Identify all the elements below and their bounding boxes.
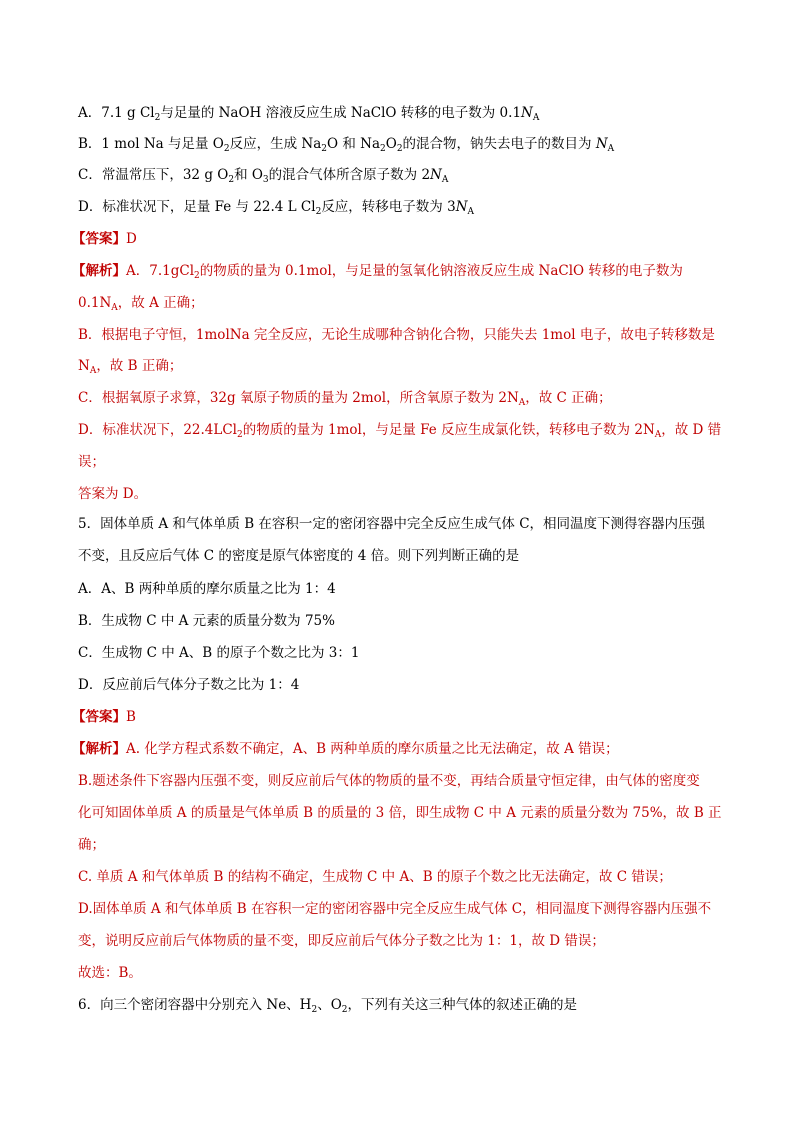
q4-analysis-line-3: B．根据电子守恒，1molNa 完全反应，无论生成哪种含钠化合物，只能失去 1mol 电子，故电子转移数是: [78, 327, 715, 343]
q5-analysis-line-5: C. 单质 A 和气体单质 B 的结构不确定，生成物 C 中 A、B 的原子个数之比无法确定，故 C 错误；: [78, 869, 672, 885]
q4-conclusion: 答案为 D。: [78, 486, 148, 502]
q5-analysis-line-7: 变，说明反应前后气体物质的量不变，即反应前后气体分子数之比为 1：1，故 D 错误；: [78, 933, 605, 949]
q4-option-b: B．1 mol Na 与足量 $O_2$反应，生成 $Na_2O$ 和 $Na_2O_2$的混合物，钠失去电子的数目为 $N_A$: [78, 136, 615, 154]
q5-option-a: A．A、B 两种单质的摩尔质量之比为 1：4: [78, 581, 336, 597]
q5-analysis-line-3: 化可知固体单质 A 的质量是气体单质 B 的质量的 3 倍，即生成物 C 中 A 元素的质量分数为 75%，故 B 正: [78, 805, 722, 821]
q5-option-b: B．生成物 C 中 A 元素的质量分数为 75%: [78, 613, 335, 629]
answer-tag: 【答案】: [72, 231, 126, 247]
q5-stem-line-1: 5．固体单质 A 和气体单质 B 在容积一定的密闭容器中完全反应生成气体 C，相同温度下测得容器内压强: [78, 516, 706, 532]
q5-analysis-line-6: D.固体单质 A 和气体单质 B 在容积一定的密闭容器中完全反应生成气体 C，相同温度下测得容器内压强不: [78, 901, 712, 917]
q5-analysis-line-1: 【解析】A. 化学方程式系数不确定，A、B 两种单质的摩尔质量之比无法确定，故 A 错误；: [72, 741, 619, 757]
q4-analysis-line-6: D．标准状况下，22.4LCl$_2$的物质的量为 1mol，与足量 Fe 反应生成氯化铁，转移电子数为 $2N_A$，故 D 错: [78, 422, 722, 440]
q4-analysis-line-2: $0.1N_A$，故 A 正确；: [78, 295, 204, 313]
q5-conclusion: 故选：B。: [78, 965, 142, 981]
q4-option-a: A．7.1 g $Cl_2$与足量的 NaOH 溶液反应生成 NaClO 转移的电子数为 $0.1N_A$: [78, 105, 540, 123]
q4-analysis-line-7: 误；: [78, 454, 105, 470]
q4-analysis-line-5: C．根据氧原子求算，32g 氧原子物质的量为 2mol，所含氧原子数为 $2N_A$，故 C 正确；: [78, 390, 612, 408]
q4-option-d: D．标准状况下，足量 Fe 与 22.4 L $Cl_2$反应，转移电子数为 $3N_A$: [78, 199, 475, 217]
q5-answer: 【答案】B: [72, 709, 136, 725]
q5-stem-line-2: 不变，且反应后气体 C 的密度是原气体密度的 4 倍。则下列判断正确的是: [78, 548, 520, 564]
q4-option-c: C．常温常压下，32 g $O_2$和 $O_3$的混合气体所含原子数为 $2N_A$: [78, 167, 449, 185]
q4-answer: 【答案】D: [72, 231, 137, 247]
q5-analysis-line-2: B.题述条件下容器内压强不变，则反应前后气体的物质的量不变，再结合质量守恒定律，由气体的密度变: [78, 773, 700, 789]
q4-analysis-line-1: 【解析】A．7.1gCl$_2$的物质的量为 0.1mol，与足量的氢氧化钠溶液反应生成 NaClO 转移的电子数为: [72, 263, 683, 281]
q5-option-c: C．生成物 C 中 A、B 的原子个数之比为 3：1: [78, 645, 360, 661]
analysis-tag: 【解析】: [72, 263, 126, 279]
answer-tag: 【答案】: [72, 709, 126, 725]
q6-stem: 6．向三个密闭容器中分别充入 Ne、$H_2$、$O_2$，下列有关这三种气体的叙述正确的是: [78, 997, 578, 1015]
q4-analysis-line-4: $N_A$，故 B 正确；: [78, 358, 183, 376]
analysis-tag: 【解析】: [72, 741, 126, 757]
q5-analysis-line-4: 确；: [78, 837, 105, 853]
q5-option-d: D．反应前后气体分子数之比为 1：4: [78, 677, 300, 693]
